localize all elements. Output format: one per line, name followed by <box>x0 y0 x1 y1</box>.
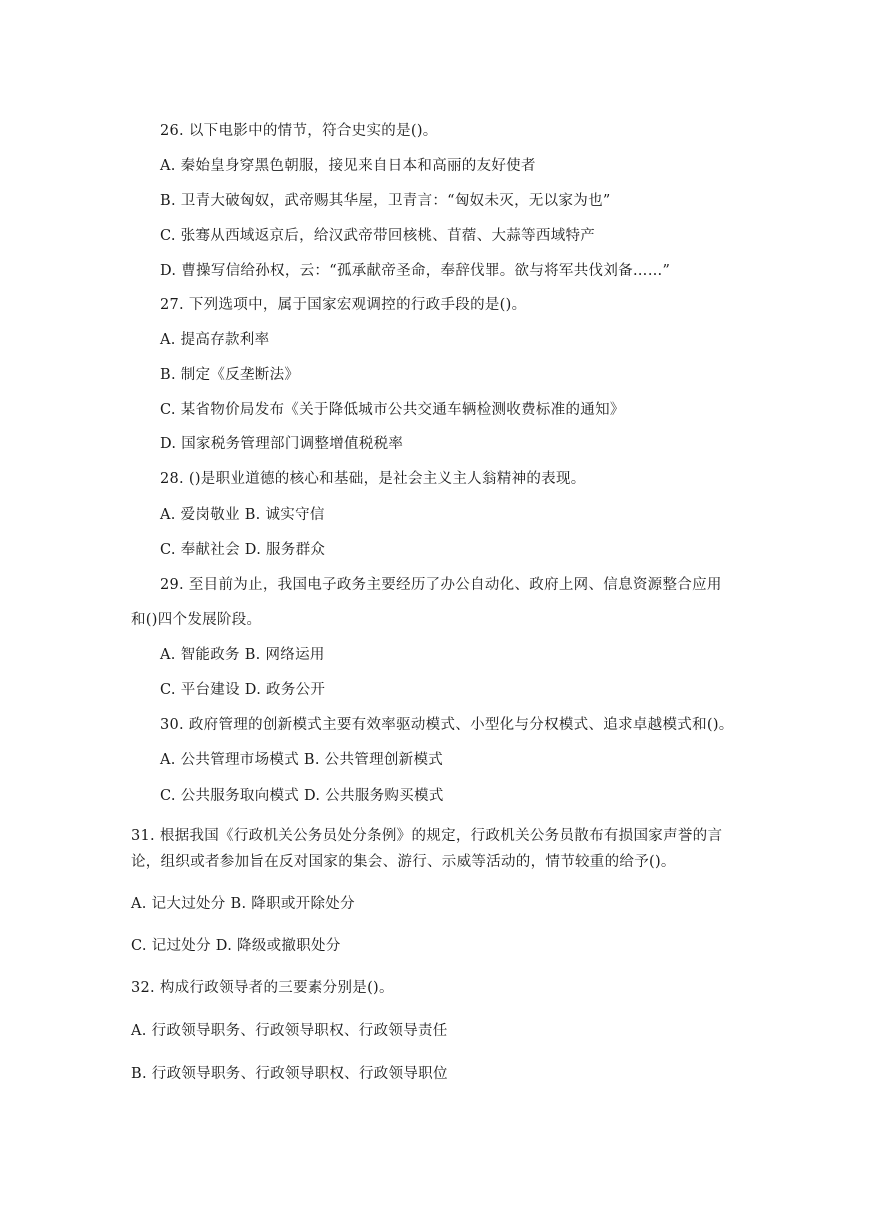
question-30-options-cd: C. 公共服务取向模式 D. 公共服务购买模式 <box>160 788 444 804</box>
question-27-stem: 27. 下列选项中，属于国家宏观调控的行政手段的是()。 <box>160 297 527 313</box>
question-31-stem-line-2: 论，组织或者参加旨在反对国家的集会、游行、示威等活动的，情节较重的给予()。 <box>131 854 676 870</box>
question-28-options-ab: A. 爱岗敬业 B. 诚实守信 <box>160 507 325 523</box>
question-29-stem-line-2: 和()四个发展阶段。 <box>131 612 262 628</box>
question-27-option-b: B. 制定《反垄断法》 <box>160 367 300 383</box>
question-27-option-c: C. 某省物价局发布《关于降低城市公共交通车辆检测收费标准的通知》 <box>160 402 625 418</box>
question-27-option-a: A. 提高存款利率 <box>160 332 270 348</box>
question-30-options-ab: A. 公共管理市场模式 B. 公共管理创新模式 <box>160 752 444 768</box>
question-31-options-cd: C. 记过处分 D. 降级或撤职处分 <box>131 938 341 954</box>
question-28-stem: 28. ()是职业道德的核心和基础，是社会主义主人翁精神的表现。 <box>160 471 586 487</box>
question-29-stem-line-1: 29. 至目前为止，我国电子政务主要经历了办公自动化、政府上网、信息资源整合应用 <box>160 577 722 593</box>
question-29-options-ab: A. 智能政务 B. 网络运用 <box>160 647 325 663</box>
question-32-option-b: B. 行政领导职务、行政领导职权、行政领导职位 <box>131 1066 448 1082</box>
question-26-option-d: D. 曹操写信给孙权，云：“孤承献帝圣命，奉辞伐罪。欲与将军共伐刘备……” <box>160 263 671 279</box>
question-27-option-d: D. 国家税务管理部门调整增值税税率 <box>160 436 404 452</box>
question-32-option-a: A. 行政领导职务、行政领导职权、行政领导责任 <box>131 1023 448 1039</box>
question-31-stem-line-1: 31. 根据我国《行政机关公务员处分条例》的规定，行政机关公务员散布有损国家声誉的言 <box>131 828 723 844</box>
question-26-option-b: B. 卫青大破匈奴，武帝赐其华屋，卫青言：“匈奴未灭，无以家为也” <box>160 193 611 209</box>
question-26-option-a: A. 秦始皇身穿黑色朝服，接见来自日本和高丽的友好使者 <box>160 158 536 174</box>
question-32-stem: 32. 构成行政领导者的三要素分别是()。 <box>131 980 394 996</box>
question-28-options-cd: C. 奉献社会 D. 服务群众 <box>160 542 326 558</box>
question-29-options-cd: C. 平台建设 D. 政务公开 <box>160 682 326 698</box>
question-26-option-c: C. 张骞从西域返京后，给汉武帝带回核桃、苜蓿、大蒜等西域特产 <box>160 228 596 244</box>
question-31-options-ab: A. 记大过处分 B. 降职或开除处分 <box>131 896 355 912</box>
question-26-stem: 26. 以下电影中的情节，符合史实的是()。 <box>160 123 438 139</box>
question-30-stem: 30. 政府管理的创新模式主要有效率驱动模式、小型化与分权模式、追求卓越模式和()。 <box>160 717 734 733</box>
